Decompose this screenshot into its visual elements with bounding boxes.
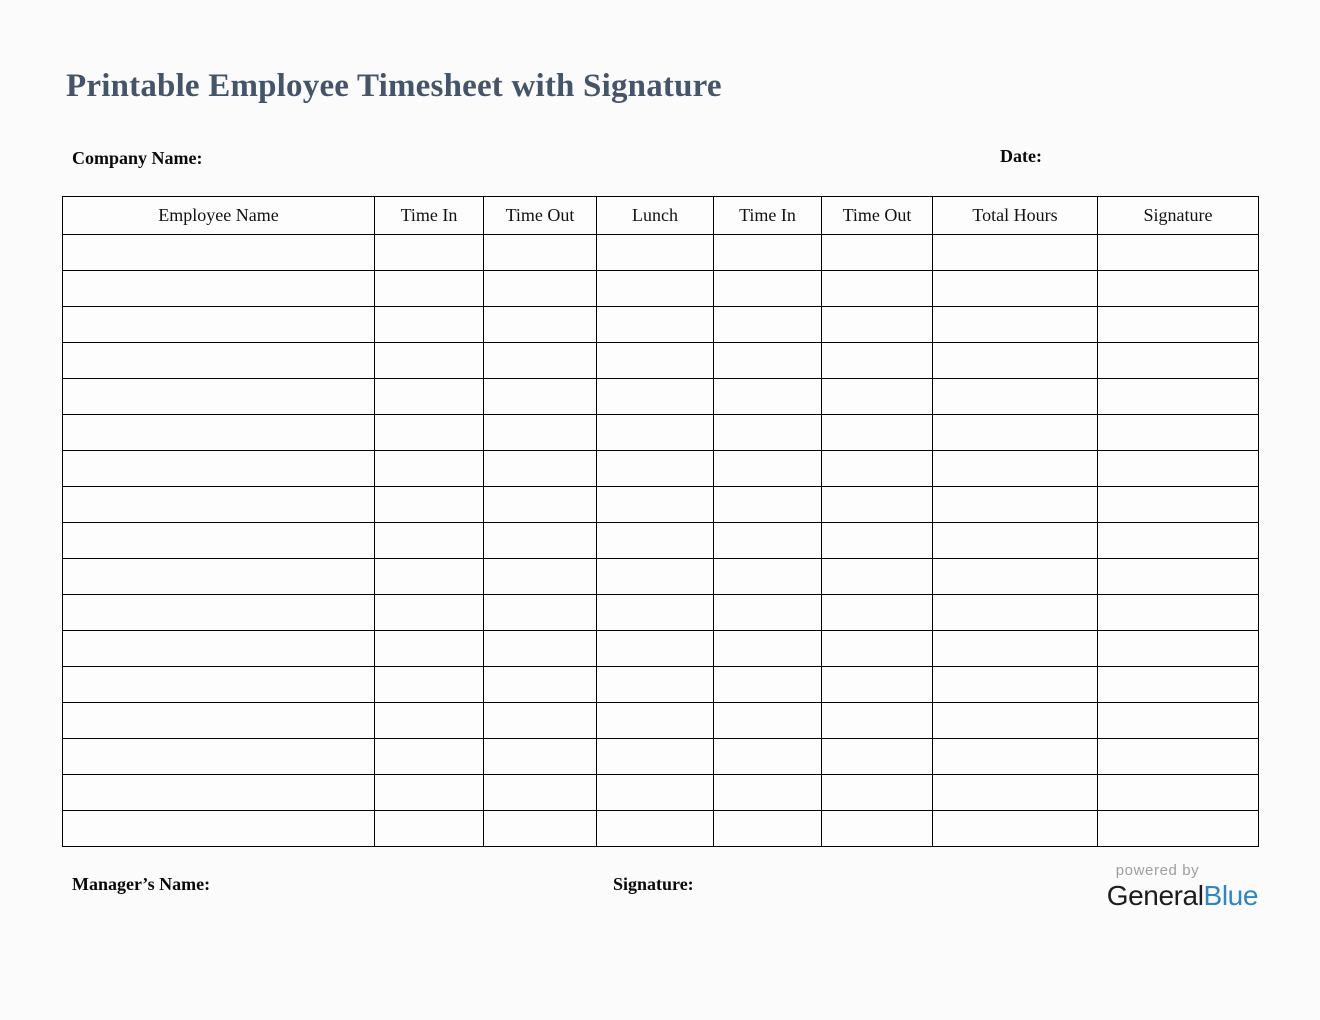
timesheet-empty-cell[interactable]	[822, 451, 933, 487]
column-header-time-out-2: Time Out	[822, 197, 933, 235]
timesheet-empty-cell[interactable]	[375, 775, 484, 811]
manager-signature-label: Signature:	[613, 874, 694, 894]
timesheet-empty-cell[interactable]	[375, 595, 484, 631]
timesheet-empty-cell[interactable]	[63, 703, 375, 739]
timesheet-empty-cell[interactable]	[484, 307, 597, 343]
timesheet-empty-cell[interactable]	[375, 343, 484, 379]
timesheet-empty-cell[interactable]	[375, 631, 484, 667]
timesheet-empty-cell[interactable]	[484, 487, 597, 523]
table-row	[63, 379, 1259, 415]
timesheet-empty-cell[interactable]	[484, 595, 597, 631]
generalblue-logo	[1107, 863, 1258, 910]
timesheet-empty-cell[interactable]	[1098, 739, 1259, 775]
table-row	[63, 487, 1259, 523]
table-row	[63, 523, 1259, 559]
company-name-label: Company Name:	[72, 148, 203, 168]
timesheet-empty-cell[interactable]	[714, 451, 822, 487]
timesheet-empty-cell[interactable]	[597, 775, 714, 811]
table-row	[63, 667, 1259, 703]
timesheet-empty-cell[interactable]	[1098, 559, 1259, 595]
brand-name-general: General	[1106, 879, 1204, 911]
timesheet-empty-cell[interactable]	[597, 703, 714, 739]
table-row	[63, 739, 1259, 775]
timesheet-empty-cell[interactable]	[375, 451, 484, 487]
column-header-total-hours: Total Hours	[933, 197, 1098, 235]
timesheet-empty-cell[interactable]	[63, 775, 375, 811]
timesheet-empty-cell[interactable]	[933, 307, 1098, 343]
timesheet-empty-cell[interactable]	[597, 739, 714, 775]
timesheet-empty-cell[interactable]	[714, 487, 822, 523]
timesheet-empty-cell[interactable]	[63, 631, 375, 667]
timesheet-empty-cell[interactable]	[714, 235, 822, 271]
timesheet-empty-cell[interactable]	[484, 703, 597, 739]
timesheet-empty-cell[interactable]	[933, 739, 1098, 775]
timesheet-empty-cell[interactable]	[484, 523, 597, 559]
timesheet-empty-cell[interactable]	[714, 775, 822, 811]
timesheet-empty-cell[interactable]	[63, 451, 375, 487]
powered-by-text: powered by	[1115, 862, 1200, 879]
timesheet-empty-cell[interactable]	[484, 811, 597, 847]
timesheet-empty-cell[interactable]	[375, 379, 484, 415]
timesheet-empty-cell[interactable]	[597, 595, 714, 631]
timesheet-empty-cell[interactable]	[597, 631, 714, 667]
timesheet-empty-cell[interactable]	[63, 379, 375, 415]
timesheet-empty-cell[interactable]	[1098, 379, 1259, 415]
timesheet-empty-cell[interactable]	[1098, 487, 1259, 523]
timesheet-empty-cell[interactable]	[484, 451, 597, 487]
timesheet-empty-cell[interactable]	[933, 811, 1098, 847]
timesheet-empty-cell[interactable]	[484, 343, 597, 379]
timesheet-empty-cell[interactable]	[714, 415, 822, 451]
timesheet-empty-cell[interactable]	[1098, 523, 1259, 559]
timesheet-empty-cell[interactable]	[597, 811, 714, 847]
timesheet-empty-cell[interactable]	[1098, 667, 1259, 703]
timesheet-empty-cell[interactable]	[1098, 811, 1259, 847]
table-row	[63, 811, 1259, 847]
generalblue-wordmark	[1107, 881, 1258, 910]
timesheet-empty-cell[interactable]	[933, 631, 1098, 667]
timesheet-empty-cell[interactable]	[933, 451, 1098, 487]
timesheet-empty-cell[interactable]	[714, 811, 822, 847]
timesheet-empty-cell[interactable]	[597, 271, 714, 307]
timesheet-empty-cell[interactable]	[63, 343, 375, 379]
table-row	[63, 451, 1259, 487]
timesheet-empty-cell[interactable]	[63, 487, 375, 523]
timesheet-empty-cell[interactable]	[714, 667, 822, 703]
timesheet-empty-cell[interactable]	[375, 811, 484, 847]
timesheet-empty-cell[interactable]	[375, 271, 484, 307]
timesheet-empty-cell[interactable]	[933, 271, 1098, 307]
timesheet-empty-cell[interactable]	[597, 307, 714, 343]
timesheet-empty-cell[interactable]	[597, 559, 714, 595]
timesheet-empty-cell[interactable]	[375, 307, 484, 343]
table-row	[63, 235, 1259, 271]
timesheet-empty-cell[interactable]	[714, 631, 822, 667]
timesheet-empty-cell[interactable]	[822, 775, 933, 811]
timesheet-empty-cell[interactable]	[822, 343, 933, 379]
timesheet-empty-cell[interactable]	[63, 415, 375, 451]
timesheet-empty-cell[interactable]	[597, 343, 714, 379]
timesheet-empty-cell[interactable]	[63, 307, 375, 343]
timesheet-empty-cell[interactable]	[822, 739, 933, 775]
timesheet-empty-cell[interactable]	[1098, 415, 1259, 451]
timesheet-empty-cell[interactable]	[822, 523, 933, 559]
table-row	[63, 307, 1259, 343]
table-row	[63, 595, 1259, 631]
table-row	[63, 415, 1259, 451]
timesheet-empty-cell[interactable]	[597, 235, 714, 271]
timesheet-empty-cell[interactable]	[375, 703, 484, 739]
timesheet-empty-cell[interactable]	[714, 307, 822, 343]
timesheet-empty-cell[interactable]	[933, 703, 1098, 739]
timesheet-empty-cell[interactable]	[822, 415, 933, 451]
timesheet-empty-cell[interactable]	[1098, 235, 1259, 271]
timesheet-empty-cell[interactable]	[933, 415, 1098, 451]
timesheet-empty-cell[interactable]	[597, 487, 714, 523]
table-row	[63, 703, 1259, 739]
timesheet-empty-cell[interactable]	[1098, 703, 1259, 739]
timesheet-empty-cell[interactable]	[933, 523, 1098, 559]
timesheet-empty-cell[interactable]	[1098, 775, 1259, 811]
timesheet-empty-cell[interactable]	[484, 739, 597, 775]
timesheet-empty-cell[interactable]	[484, 379, 597, 415]
table-header-row	[63, 197, 1259, 235]
table-row	[63, 631, 1259, 667]
timesheet-empty-cell[interactable]	[822, 667, 933, 703]
timesheet-empty-cell[interactable]	[375, 415, 484, 451]
timesheet-empty-cell[interactable]	[484, 631, 597, 667]
timesheet-empty-cell[interactable]	[597, 451, 714, 487]
timesheet-empty-cell[interactable]	[714, 343, 822, 379]
timesheet-empty-cell[interactable]	[63, 811, 375, 847]
timesheet-empty-cell[interactable]	[933, 775, 1098, 811]
column-header-time-in: Time In	[375, 197, 484, 235]
timesheet-empty-cell[interactable]	[375, 523, 484, 559]
timesheet-empty-cell[interactable]	[597, 667, 714, 703]
timesheet-empty-cell[interactable]	[597, 523, 714, 559]
column-header-lunch: Lunch	[597, 197, 714, 235]
timesheet-empty-cell[interactable]	[63, 271, 375, 307]
timesheet-empty-cell[interactable]	[375, 667, 484, 703]
timesheet-empty-cell[interactable]	[714, 523, 822, 559]
timesheet-empty-cell[interactable]	[714, 271, 822, 307]
timesheet-empty-cell[interactable]	[597, 415, 714, 451]
column-header-signature: Signature	[1098, 197, 1259, 235]
brand-name-blue: Blue	[1203, 879, 1258, 911]
timesheet-empty-cell[interactable]	[822, 631, 933, 667]
timesheet-empty-cell[interactable]	[822, 487, 933, 523]
timesheet-empty-cell[interactable]	[933, 379, 1098, 415]
timesheet-empty-cell[interactable]	[822, 559, 933, 595]
timesheet-empty-cell[interactable]	[933, 559, 1098, 595]
timesheet-empty-cell[interactable]	[63, 739, 375, 775]
timesheet-empty-cell[interactable]	[1098, 631, 1259, 667]
timesheet-empty-cell[interactable]	[1098, 343, 1259, 379]
timesheet-empty-cell[interactable]	[484, 235, 597, 271]
date-label: Date:	[1000, 146, 1042, 166]
timesheet-empty-cell[interactable]	[63, 667, 375, 703]
timesheet-empty-cell[interactable]	[822, 271, 933, 307]
timesheet-empty-cell[interactable]	[375, 487, 484, 523]
timesheet-empty-cell[interactable]	[714, 739, 822, 775]
manager-name-label: Manager’s Name:	[72, 874, 211, 894]
timesheet-empty-cell[interactable]	[714, 703, 822, 739]
timesheet-empty-cell[interactable]	[63, 235, 375, 271]
timesheet-empty-cell[interactable]	[714, 595, 822, 631]
timesheet-empty-cell[interactable]	[933, 667, 1098, 703]
timesheet-empty-cell[interactable]	[714, 559, 822, 595]
timesheet-empty-cell[interactable]	[822, 703, 933, 739]
column-header-employee-name: Employee Name	[63, 197, 375, 235]
column-header-time-in-2: Time In	[714, 197, 822, 235]
timesheet-empty-cell[interactable]	[822, 235, 933, 271]
timesheet-empty-cell[interactable]	[63, 559, 375, 595]
timesheet-empty-cell[interactable]	[484, 559, 597, 595]
timesheet-empty-cell[interactable]	[822, 595, 933, 631]
timesheet-empty-cell[interactable]	[933, 235, 1098, 271]
timesheet-empty-cell[interactable]	[63, 523, 375, 559]
column-header-time-out: Time Out	[484, 197, 597, 235]
table-row	[63, 343, 1259, 379]
timesheet-empty-cell[interactable]	[822, 811, 933, 847]
timesheet-empty-cell[interactable]	[1098, 271, 1259, 307]
timesheet-empty-cell[interactable]	[1098, 307, 1259, 343]
timesheet-empty-cell[interactable]	[484, 667, 597, 703]
timesheet-empty-cell[interactable]	[484, 415, 597, 451]
timesheet-empty-cell[interactable]	[822, 307, 933, 343]
timesheet-empty-cell[interactable]	[375, 739, 484, 775]
timesheet-empty-cell[interactable]	[822, 379, 933, 415]
timesheet-empty-cell[interactable]	[933, 487, 1098, 523]
table-row	[63, 271, 1259, 307]
page-title: Printable Employee Timesheet with Signature	[66, 68, 722, 104]
timesheet-empty-cell[interactable]	[375, 559, 484, 595]
timesheet-empty-cell[interactable]	[1098, 595, 1259, 631]
timesheet-empty-cell[interactable]	[63, 595, 375, 631]
timesheet-table	[62, 196, 1259, 847]
timesheet-empty-cell[interactable]	[484, 271, 597, 307]
timesheet-empty-cell[interactable]	[597, 379, 714, 415]
timesheet-empty-cell[interactable]	[933, 595, 1098, 631]
timesheet-empty-cell[interactable]	[714, 379, 822, 415]
timesheet-empty-cell[interactable]	[375, 235, 484, 271]
timesheet-empty-cell[interactable]	[933, 343, 1098, 379]
table-row	[63, 559, 1259, 595]
timesheet-empty-cell[interactable]	[1098, 451, 1259, 487]
timesheet-empty-cell[interactable]	[484, 775, 597, 811]
table-row	[63, 775, 1259, 811]
